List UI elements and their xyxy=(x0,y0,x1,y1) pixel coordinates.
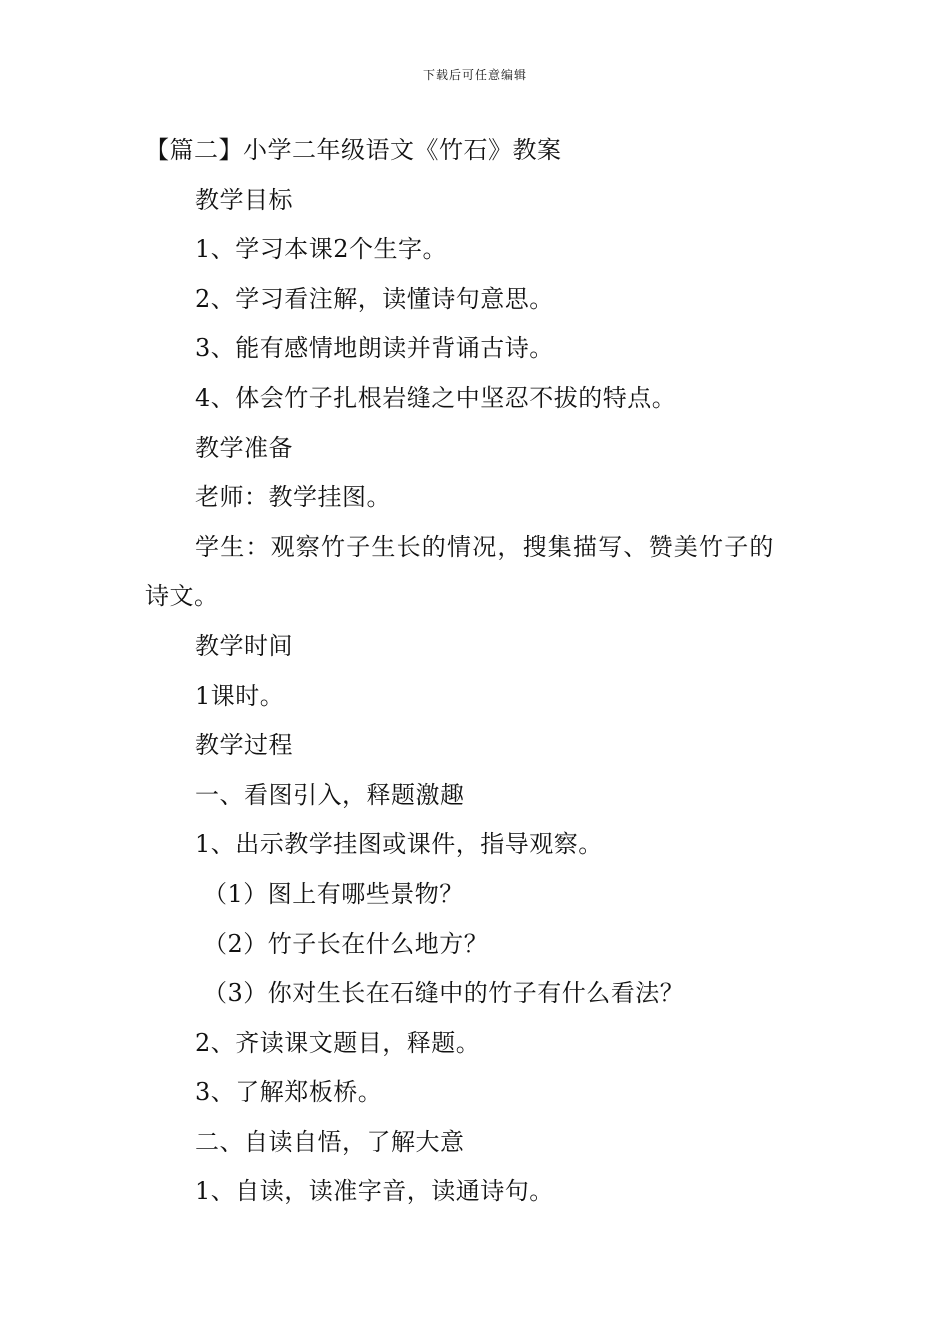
objective-item-4: 4、体会竹子扎根岩缝之中坚忍不拔的特点。 xyxy=(195,383,677,412)
document-title: 【篇二】小学二年级语文《竹石》教案 xyxy=(145,136,562,164)
time-value: 1课时。 xyxy=(195,681,285,710)
process-step-1: 一、看图引入，释题激趣 xyxy=(195,780,465,809)
preparation-teacher: 老师：教学挂图。 xyxy=(195,483,391,512)
process-item-2-1: 1、自读，读准字音，读通诗句。 xyxy=(195,1177,554,1206)
objective-item-3: 3、能有感情地朗读并背诵古诗。 xyxy=(195,334,554,363)
section-heading-preparation: 教学准备 xyxy=(195,433,293,462)
page-header-note: 下载后可任意编辑 xyxy=(422,68,527,82)
objective-item-2: 2、学习看注解，读懂诗句意思。 xyxy=(195,284,554,313)
section-heading-time: 教学时间 xyxy=(195,631,293,660)
objective-item-1: 1、学习本课2个生字。 xyxy=(195,235,448,264)
section-heading-objectives: 教学目标 xyxy=(195,185,293,214)
process-question-1: （1）图上有哪些景物？ xyxy=(203,879,464,908)
process-item-1-3: 3、了解郑板桥。 xyxy=(195,1078,383,1107)
process-question-2: （2）竹子长在什么地方？ xyxy=(203,929,489,958)
preparation-student-continued: 诗文。 xyxy=(145,582,219,611)
process-item-1-1: 1、出示教学挂图或课件，指导观察。 xyxy=(195,830,603,859)
process-question-3: （3）你对生长在石缝中的竹子有什么看法？ xyxy=(203,979,685,1008)
process-item-1-2: 2、齐读课文题目，释题。 xyxy=(195,1028,481,1057)
section-heading-process: 教学过程 xyxy=(195,731,293,760)
document-body xyxy=(145,126,817,1217)
process-step-2: 二、自读自悟，了解大意 xyxy=(195,1127,465,1156)
preparation-student: 学生：观察竹子生长的情况，搜集描写、赞美竹子的 xyxy=(195,532,775,561)
